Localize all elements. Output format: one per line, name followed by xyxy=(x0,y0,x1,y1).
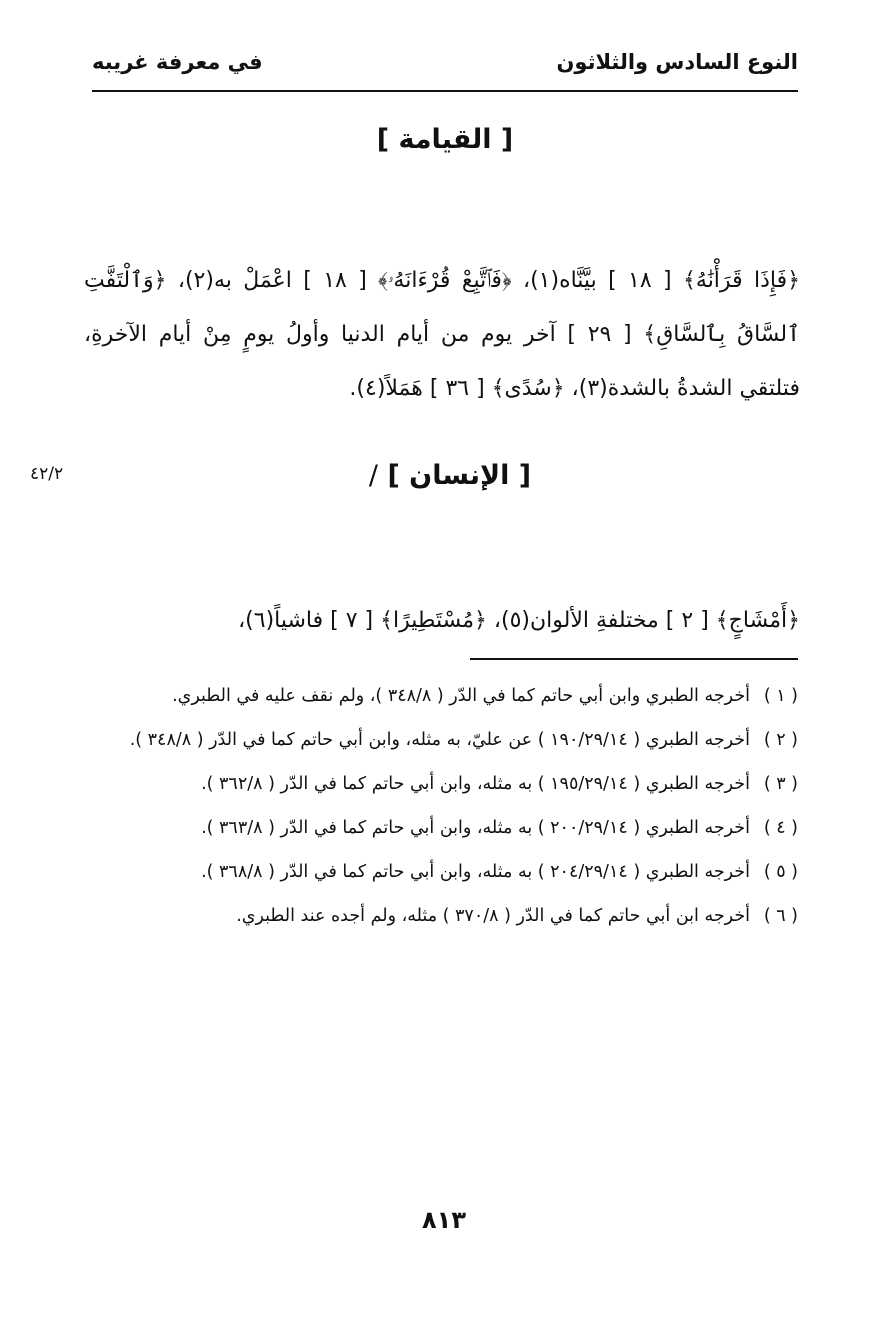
footnote-number: ( ٦ ) xyxy=(763,906,798,926)
footnote-item xyxy=(84,762,798,806)
section-title-insan-wrapper xyxy=(92,460,798,491)
running-title-left: في معرفة غريبه xyxy=(92,50,263,74)
footnote-item xyxy=(84,718,798,762)
footnote-text: أخرجه ابن أبي حاتم كما في الدّر ( ٣٧٠/٨ ) مثله، ولم أجده عند الطبري. xyxy=(236,906,750,926)
body-paragraph-insan: ﴿أَمْشَاجٍ﴾ [ ٢ ] مختلفةِ الألوان(٥)، ﴿مُسْتَطِيرًا﴾ [ ٧ ] فاشياً(٦)، xyxy=(238,608,800,633)
footnote-number: ( ٣ ) xyxy=(763,774,798,794)
running-title-right: النوع السادس والثلاثون xyxy=(556,50,798,74)
footnote-text: أخرجه الطبري ( ١٩٠/٢٩/١٤ ) عن عليّ، به مثله، وابن أبي حاتم كما في الدّر ( ٣٤٨/٨ ). xyxy=(129,730,750,750)
footnote-item xyxy=(84,850,798,894)
margin-reference: ٤٢/٢ xyxy=(30,464,64,484)
footnotes-list xyxy=(84,674,798,938)
section-title-qiyamah: [ القيامة ] xyxy=(376,124,514,155)
footnote-number: ( ٥ ) xyxy=(763,862,798,882)
footnote-item xyxy=(84,674,798,718)
footnote-item xyxy=(84,806,798,850)
footnote-text: أخرجه الطبري ( ٢٠٤/٢٩/١٤ ) به مثله، وابن أبي حاتم كما في الدّر ( ٣٦٨/٨ ). xyxy=(201,862,750,882)
footnote-text: أخرجه الطبري ( ١٩٥/٢٩/١٤ ) به مثله، وابن أبي حاتم كما في الدّر ( ٣٦٢/٨ ). xyxy=(201,774,750,794)
footnote-text: أخرجه الطبري وابن أبي حاتم كما في الدّر ( ٣٤٨/٨ )، ولم نقف عليه في الطبري. xyxy=(172,686,750,706)
footnote-separator xyxy=(470,658,798,660)
footnote-number: ( ٢ ) xyxy=(763,730,798,750)
page-break-slash: / xyxy=(368,460,379,491)
footnote-item xyxy=(84,894,798,938)
page-number: ٨١٣ xyxy=(422,1206,466,1234)
footnote-number: ( ٤ ) xyxy=(763,818,798,838)
footnote-text: أخرجه الطبري ( ٢٠٠/٢٩/١٤ ) به مثله، وابن أبي حاتم كما في الدّر ( ٣٦٣/٨ ). xyxy=(201,818,750,838)
footnote-number: ( ١ ) xyxy=(763,686,798,706)
section-title-insan: [ الإنسان ] xyxy=(387,460,532,491)
header-rule xyxy=(92,90,798,92)
running-header xyxy=(92,44,798,86)
body-paragraph-qiyamah: ﴿فَإِذَا قَرَأْنَٰهُ﴾ [ ١٨ ] بيَّنَّاه(١)، ﴿فَٱتَّبِعْ قُرْءَانَهُۥ﴾ [ ١٨ ] اعْمَلْ به(٢)، ﴿وَٱلْتَفَّتِ ٱلسَّاقُ بِٱلسَّاقِ﴾ [ ٢٩ ] آخر يوم من أيام الدنيا وأولُ يومٍ مِنْ أيام الآخرةِ، فتلتقي الشدةُ بالشدة(٣)، ﴿سُدًى﴾ [ ٣٦ ] هَمَلاً(٤). xyxy=(84,268,800,401)
